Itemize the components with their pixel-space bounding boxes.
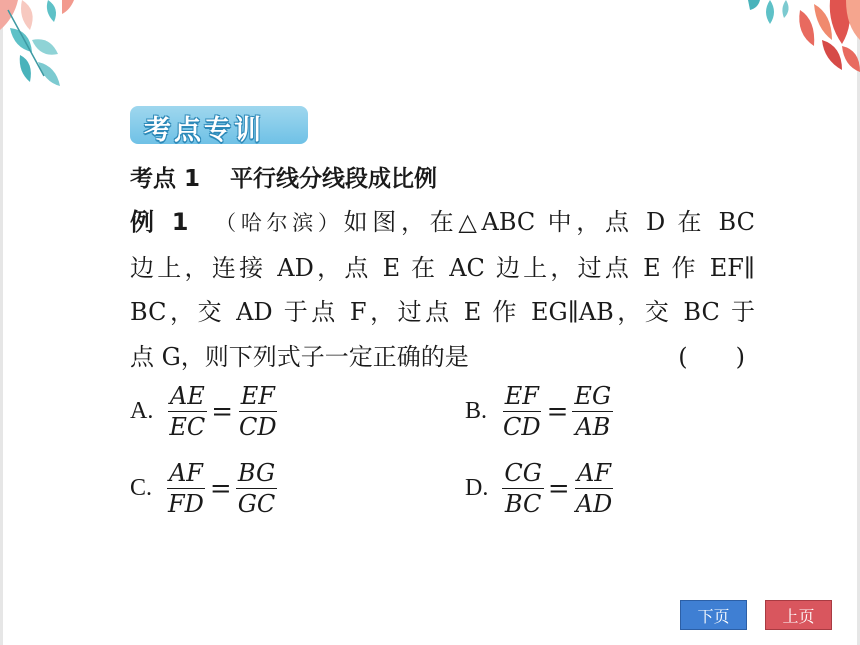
equals-sign: =	[209, 473, 232, 504]
numerator: EG	[574, 382, 612, 410]
denominator: AB	[575, 413, 611, 441]
fraction	[501, 383, 543, 440]
equals-sign: =	[547, 473, 570, 504]
fraction	[574, 460, 615, 517]
denominator: CD	[239, 413, 277, 441]
problem-source: （哈尔滨）	[210, 211, 344, 235]
topic-title: 平行线分线段成比例	[230, 166, 438, 192]
fraction	[572, 383, 613, 440]
example-problem	[130, 200, 755, 379]
fraction	[167, 383, 207, 440]
option-b[interactable]	[465, 383, 613, 440]
option-letter: A.	[130, 398, 154, 424]
numerator: AF	[576, 459, 611, 487]
option-letter: B.	[465, 398, 488, 424]
left-border	[0, 0, 3, 645]
answer-bracket: ( )	[678, 342, 745, 371]
equals-sign: =	[546, 396, 569, 427]
numerator: EF	[504, 382, 539, 410]
previous-page-button[interactable]: 上页	[765, 600, 832, 630]
fraction	[237, 383, 279, 440]
option-letter: D.	[465, 475, 489, 501]
denominator: GC	[237, 490, 276, 518]
fraction	[502, 460, 544, 517]
topic-label: 考点	[130, 166, 176, 192]
denominator: EC	[169, 413, 206, 441]
leaf-decoration-left-icon	[0, 0, 90, 95]
fraction	[166, 460, 206, 517]
example-label: 例 1	[130, 208, 189, 236]
problem-line-3: BC，交 AD 于点 F，过点 E 作 EG∥AB，交 BC 于	[130, 298, 755, 326]
problem-text-4: 点 G，则下列式子一定正确的是	[130, 342, 469, 371]
denominator: CD	[503, 413, 541, 441]
problem-line-2: 边上，连接 AD，点 E 在 AC 边上，过点 E 作 EF∥	[130, 253, 755, 282]
denominator: AD	[575, 490, 613, 518]
problem-line-1	[130, 200, 755, 246]
leaf-decoration-right-icon	[730, 0, 860, 75]
numerator: EF	[240, 382, 275, 410]
equals-sign: =	[211, 396, 234, 427]
denominator: BC	[504, 490, 542, 518]
numerator: BG	[237, 459, 276, 487]
numerator: CG	[504, 459, 542, 487]
option-d[interactable]	[465, 460, 614, 517]
next-page-button[interactable]: 下页	[680, 600, 747, 630]
section-badge	[130, 102, 308, 148]
fraction	[236, 460, 278, 517]
section-badge-label: 考点专训	[144, 115, 264, 146]
numerator: AE	[169, 382, 205, 410]
problem-line-4	[130, 335, 755, 380]
answer-options	[130, 378, 750, 528]
option-c[interactable]	[130, 460, 277, 517]
problem-text-1: 如图，在△ABC 中，点 D 在 BC	[343, 208, 756, 236]
numerator: AF	[168, 459, 203, 487]
topic-number: 1	[184, 166, 201, 192]
option-a[interactable]	[130, 383, 279, 440]
denominator: FD	[168, 490, 204, 518]
topic-heading	[130, 160, 437, 193]
option-letter: C.	[130, 475, 153, 501]
